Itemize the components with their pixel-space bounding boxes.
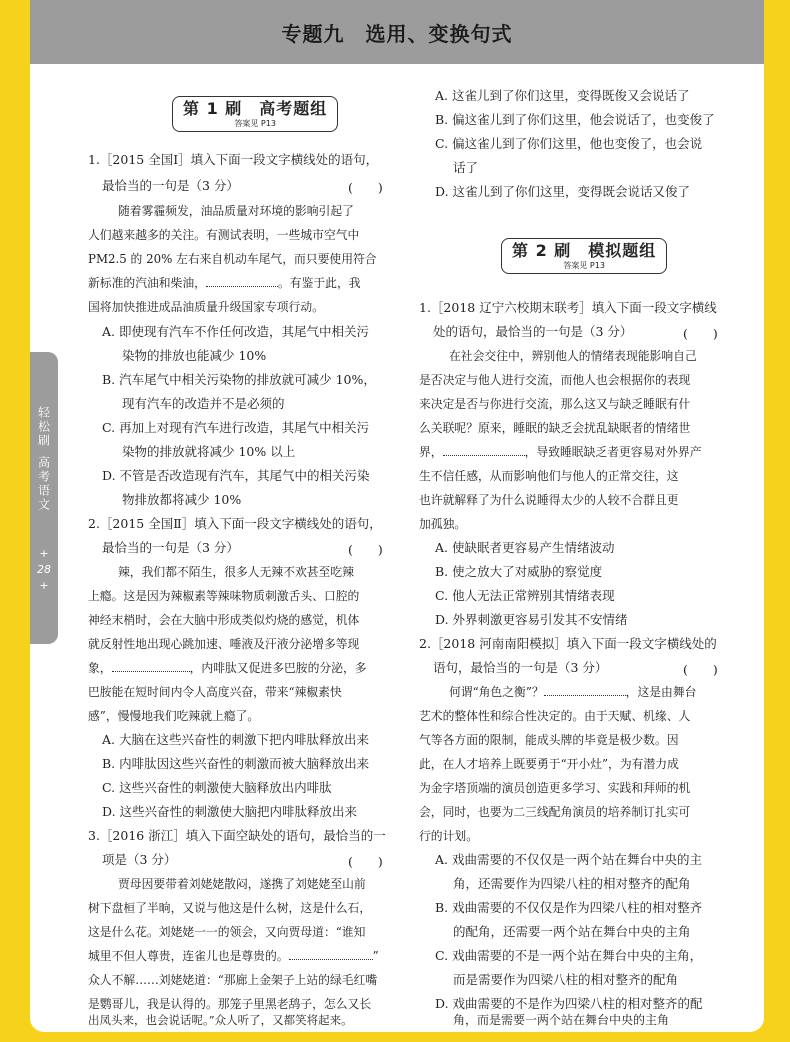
passage-line: 加孤独。 bbox=[419, 517, 467, 531]
answer-parentheses: ( ) bbox=[348, 542, 383, 557]
passage-line: 树下盘桓了半晌，又说与他这是什么树，这是什么石， bbox=[88, 901, 372, 915]
passage-line bbox=[88, 946, 379, 966]
passage-text: ，这是由舞台 bbox=[625, 685, 697, 699]
option-d-cont: 角，而是需要一两个站在舞台中央的主角 bbox=[453, 1013, 670, 1027]
question-stem: 1.［2018 辽宁六校期末联考］填入下面一段文字横线 bbox=[419, 300, 717, 315]
plus-icon: + bbox=[39, 579, 49, 592]
question-stem: 处的语句，最恰当的一句是（3 分） bbox=[433, 324, 633, 339]
question-stem: 1.［2015 全国Ⅰ］填入下面一段文字横线处的语句， bbox=[88, 152, 379, 167]
side-tab-series: 轻松刷 bbox=[36, 406, 51, 448]
section-title-2 bbox=[501, 238, 667, 274]
passage-text: 新标准的汽油和柴油， bbox=[88, 276, 206, 290]
passage-line: 巴胺能在短时间内令人高度兴奋，带来“辣椒素快 bbox=[88, 685, 342, 699]
question-stem: 2.［2015 全国Ⅱ］填入下面一段文字横线处的语句， bbox=[88, 516, 382, 531]
answer-blank bbox=[544, 683, 626, 696]
passage-line: 贾母因要带着刘姥姥散闷，遂携了刘姥姥至山前 bbox=[118, 877, 366, 891]
option-c: C. 偏这雀儿到了你们这里，他也变俊了，也会说 bbox=[435, 136, 703, 151]
question-stem: 最恰当的一句是（3 分） bbox=[102, 540, 239, 555]
passage-line: 是否决定与他人进行交流，而他人也会根据你的表现 bbox=[419, 373, 691, 387]
passage-line: 就反射性地出现心跳加速、唾液及汗液分泌增多等现 bbox=[88, 637, 360, 651]
passage-text: ，导致睡眠缺乏者更容易对外界产 bbox=[524, 445, 702, 459]
answer-blank bbox=[443, 443, 525, 456]
side-tab-subject: 高考语文 bbox=[36, 456, 51, 512]
passage-line: 感”，慢慢地我们吃辣就上瘾了。 bbox=[88, 709, 260, 723]
answer-parentheses: ( ) bbox=[348, 854, 383, 869]
page-title: 专题九 选用、变换句式 bbox=[30, 0, 764, 64]
answer-reference: 答案见 P13 bbox=[234, 119, 276, 128]
passage-line: 么关联呢？原来，睡眠的缺乏会扰乱缺眠者的情绪世 bbox=[419, 421, 691, 435]
option-c: C. 这些兴奋性的刺激使大脑释放出内啡肽 bbox=[102, 780, 332, 795]
passage-line: 出凤头来，也会说话呢。”众人听了，又都笑将起来。 bbox=[88, 1013, 353, 1027]
passage-line: 人们越来越多的关注。有测试表明，一些城市空气中 bbox=[88, 228, 360, 242]
passage-line bbox=[88, 273, 361, 293]
passage-text: 象， bbox=[88, 661, 112, 675]
passage-line: 上瘾。这是因为辣椒素等辣味物质刺激舌头、口腔的 bbox=[88, 589, 360, 603]
answer-blank bbox=[112, 659, 190, 672]
option-b: B. 内啡肽因这些兴奋性的刺激而被大脑释放出来 bbox=[102, 756, 370, 771]
option-a: A. 即使现有汽车不作任何改造，其尾气中相关污 bbox=[102, 324, 369, 339]
page-number-value: 28 bbox=[37, 563, 51, 576]
answer-parentheses: ( ) bbox=[348, 180, 383, 195]
option-a-cont: 角，还需要作为四梁八柱的相对整齐的配角 bbox=[453, 876, 691, 891]
passage-line: 在社会交往中，辨别他人的情绪表现能影响自己 bbox=[449, 349, 697, 363]
option-b: B. 汽车尾气中相关污染物的排放就可减少 10%， bbox=[102, 372, 376, 387]
option-d: D. 外界刺激更容易引发其不安情绪 bbox=[435, 612, 628, 627]
option-d-cont: 物排放都将减少 10% bbox=[122, 492, 242, 507]
option-d: D. 这些兴奋性的刺激使大脑把内啡肽释放出来 bbox=[102, 804, 358, 819]
question-stem: 2.［2018 河南南阳模拟］填入下面一段文字横线处的 bbox=[419, 636, 717, 651]
section-title-text: 第 2 刷 模拟题组 bbox=[512, 241, 657, 260]
passage-text: 。有鉴于此，我 bbox=[277, 276, 361, 290]
option-a-cont: 染物的排放也能减少 10% bbox=[122, 348, 267, 363]
side-tab bbox=[30, 352, 58, 644]
option-c-cont: 染物的排放就将减少 10% 以上 bbox=[122, 444, 296, 459]
option-a: A. 使缺眠者更容易产生情绪波动 bbox=[435, 540, 615, 555]
passage-line: 行的计划。 bbox=[419, 829, 478, 843]
option-c-cont: 话了 bbox=[453, 160, 479, 175]
passage-line: 这是什么花。刘姥姥一一的领会，又向贾母道：“谁知 bbox=[88, 925, 366, 939]
passage-line: 为金字塔顶端的演员创造更多学习、实践和拜师的机 bbox=[419, 781, 691, 795]
option-a: A. 戏曲需要的不仅仅是一两个站在舞台中央的主 bbox=[435, 852, 702, 867]
passage-text: 界， bbox=[419, 445, 443, 459]
answer-reference: 答案见 P13 bbox=[563, 261, 605, 270]
passage-line: 也许就解释了为什么说睡得太少的人较不合群且更 bbox=[419, 493, 679, 507]
passage-line bbox=[88, 658, 367, 678]
passage-line: 国将加快推进成品油质量升级国家专项行动。 bbox=[88, 300, 324, 314]
passage-text: ，内啡肽又促进多巴胺的分泌，多 bbox=[189, 661, 367, 675]
passage-text: 城里不但人尊贵，连雀儿也是尊贵的。 bbox=[88, 949, 289, 963]
option-b-cont: 现有汽车的改造并不是必须的 bbox=[122, 396, 285, 411]
answer-parentheses: ( ) bbox=[683, 662, 718, 677]
passage-line: 会，同时，也要为二三线配角演员的培养制订扎实可 bbox=[419, 805, 691, 819]
option-b: B. 戏曲需要的不仅仅是作为四梁八柱的相对整齐 bbox=[435, 900, 703, 915]
passage-line: 众人不解……刘姥姥道：“那廊上金架子上站的绿毛红嘴 bbox=[88, 973, 378, 987]
passage-line: 气等各方面的限制，能成头牌的毕竟是极少数。因 bbox=[419, 733, 679, 747]
option-c: C. 他人无法正常辨别其情绪表现 bbox=[435, 588, 615, 603]
option-a: A. 这雀儿到了你们这里，变得既俊又会说话了 bbox=[435, 88, 690, 103]
passage-line bbox=[449, 682, 696, 702]
option-d: D. 戏曲需要的不是作为四梁八柱的相对整齐的配 bbox=[435, 996, 703, 1011]
option-c: C. 再加上对现有汽车进行改造，其尾气中相关污 bbox=[102, 420, 370, 435]
question-stem: 语句，最恰当的一句是（3 分） bbox=[433, 660, 608, 675]
passage-line: 来决定是否与你进行交流，那么这又与缺乏睡眠有什 bbox=[419, 397, 691, 411]
passage-line: PM2.5 的 20% 左右来自机动车尾气，而只要使用符合 bbox=[88, 252, 377, 266]
passage-line: 是鹦哥儿，我是认得的。那笼子里黑老鸹子，怎么又长 bbox=[88, 997, 372, 1011]
answer-blank bbox=[206, 274, 278, 287]
option-b: B. 偏这雀儿到了你们这里，他会说话了，也变俊了 bbox=[435, 112, 715, 127]
passage-line: 随着雾霾频发，油品质量对环境的影响引起了 bbox=[118, 204, 354, 218]
option-d: D. 这雀儿到了你们这里，变得既会说话又俊了 bbox=[435, 184, 691, 199]
question-stem: 项是（3 分） bbox=[102, 852, 177, 867]
plus-icon: + bbox=[39, 547, 49, 560]
answer-parentheses: ( ) bbox=[683, 326, 718, 341]
answer-blank bbox=[289, 947, 373, 960]
passage-line: 此，在人才培养上既要勇于“开小灶”，为有潜力成 bbox=[419, 757, 679, 771]
passage-line: 辣，我们都不陌生，很多人无辣不欢甚至吃辣 bbox=[118, 565, 354, 579]
option-b-cont: 的配角，还需要一两个站在舞台中央的主角 bbox=[453, 924, 691, 939]
section-title-text: 第 1 刷 高考题组 bbox=[183, 99, 328, 118]
section-title-1 bbox=[172, 96, 338, 132]
page-number bbox=[37, 546, 51, 594]
option-c-cont: 而是需要作为四梁八柱的相对整齐的配角 bbox=[453, 972, 679, 987]
question-stem: 最恰当的一句是（3 分） bbox=[102, 178, 239, 193]
option-d: D. 不管是否改造现有汽车，其尾气中的相关污染 bbox=[102, 468, 370, 483]
passage-line: 神经末梢时，会在大脑中形成类似灼烧的感觉，机体 bbox=[88, 613, 360, 627]
option-a: A. 大脑在这些兴奋性的刺激下把内啡肽释放出来 bbox=[102, 732, 369, 747]
option-b: B. 使之放大了对威胁的察觉度 bbox=[435, 564, 603, 579]
option-c: C. 戏曲需要的不是一两个站在舞台中央的主角， bbox=[435, 948, 703, 963]
question-stem: 3.［2016 浙江］填入下面空缺处的语句，最恰当的一 bbox=[88, 828, 386, 843]
passage-line: 生不信任感，从而影响他们与他人的正常交往，这 bbox=[419, 469, 679, 483]
passage-line bbox=[419, 442, 702, 462]
passage-text: 何谓“角色之衡”？ bbox=[449, 685, 544, 699]
passage-text: ” bbox=[372, 949, 379, 963]
passage-line: 艺术的整体性和综合性决定的。由于天赋、机缘、人 bbox=[419, 709, 691, 723]
